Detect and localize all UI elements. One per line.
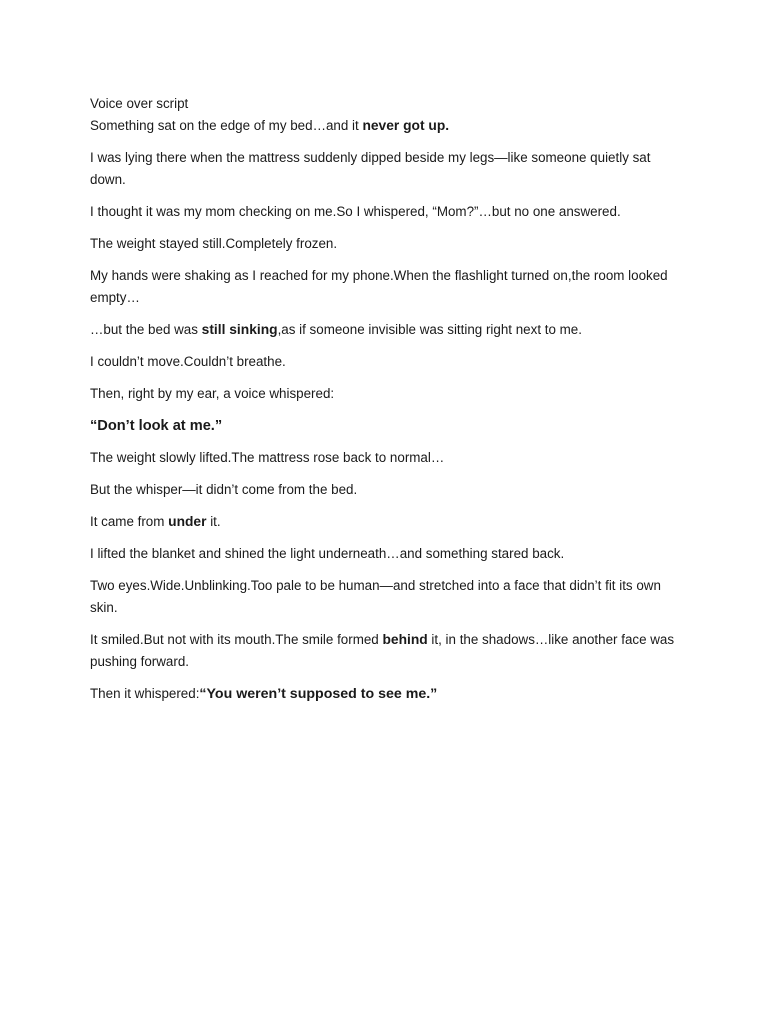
paragraph-6-text-a: …but the bed was [90, 322, 202, 337]
paragraph-12-text-a: It came from [90, 514, 169, 529]
paragraph-4: The weight stayed still.Completely frozen. [90, 236, 338, 251]
paragraph-6-text-c: ,as if someone invisible was sitting right next to me. [277, 322, 582, 337]
paragraph-2: I was lying there when the mattress suddenly dipped beside my legs—like someone quietly sat down. [90, 150, 651, 187]
paragraph-9-quote: “Don’t look at me.” [90, 418, 223, 434]
paragraph-12-bold: under [168, 514, 207, 529]
paragraph-6 [90, 319, 680, 341]
paragraph-11: But the whisper—it didn’t come from the bed. [90, 482, 358, 497]
paragraph-16 [90, 683, 680, 705]
document-page [90, 93, 680, 715]
paragraph-10: The weight slowly lifted.The mattress rose back to normal… [90, 450, 445, 465]
paragraph-13: I lifted the blanket and shined the light underneath…and something stared back. [90, 546, 565, 561]
paragraph-15-text-c: it, in the shadows…like another face was pushing forward. [90, 632, 675, 669]
paragraph-15-bold: behind [382, 632, 428, 647]
paragraph-16-bold-quote: “You weren’t supposed to see me.” [199, 686, 438, 702]
paragraph-12-text-c: it. [206, 514, 221, 529]
paragraph-5: My hands were shaking as I reached for my phone.When the flashlight turned on,the room looked empty… [90, 268, 668, 305]
document-title: Voice over script [90, 96, 189, 111]
paragraph-8: Then, right by my ear, a voice whispered: [90, 386, 335, 401]
paragraph-15 [90, 629, 680, 673]
paragraph-1-bold: never got up. [362, 118, 450, 133]
paragraph-15-text-a: It smiled.But not with its mouth.The smile formed [90, 632, 383, 647]
paragraph-1 [90, 115, 680, 137]
paragraph-6-bold: still sinking [201, 322, 278, 337]
paragraph-14: Two eyes.Wide.Unblinking.Too pale to be human—and stretched into a face that didn’t fit its own skin. [90, 578, 661, 615]
paragraph-16-text-a: Then it whispered: [90, 686, 200, 701]
paragraph-7: I couldn’t move.Couldn’t breathe. [90, 354, 286, 369]
paragraph-12 [90, 511, 680, 533]
paragraph-1-text: Something sat on the edge of my bed…and it [90, 118, 363, 133]
paragraph-3: I thought it was my mom checking on me.So I whispered, “Mom?”…but no one answered. [90, 204, 621, 219]
